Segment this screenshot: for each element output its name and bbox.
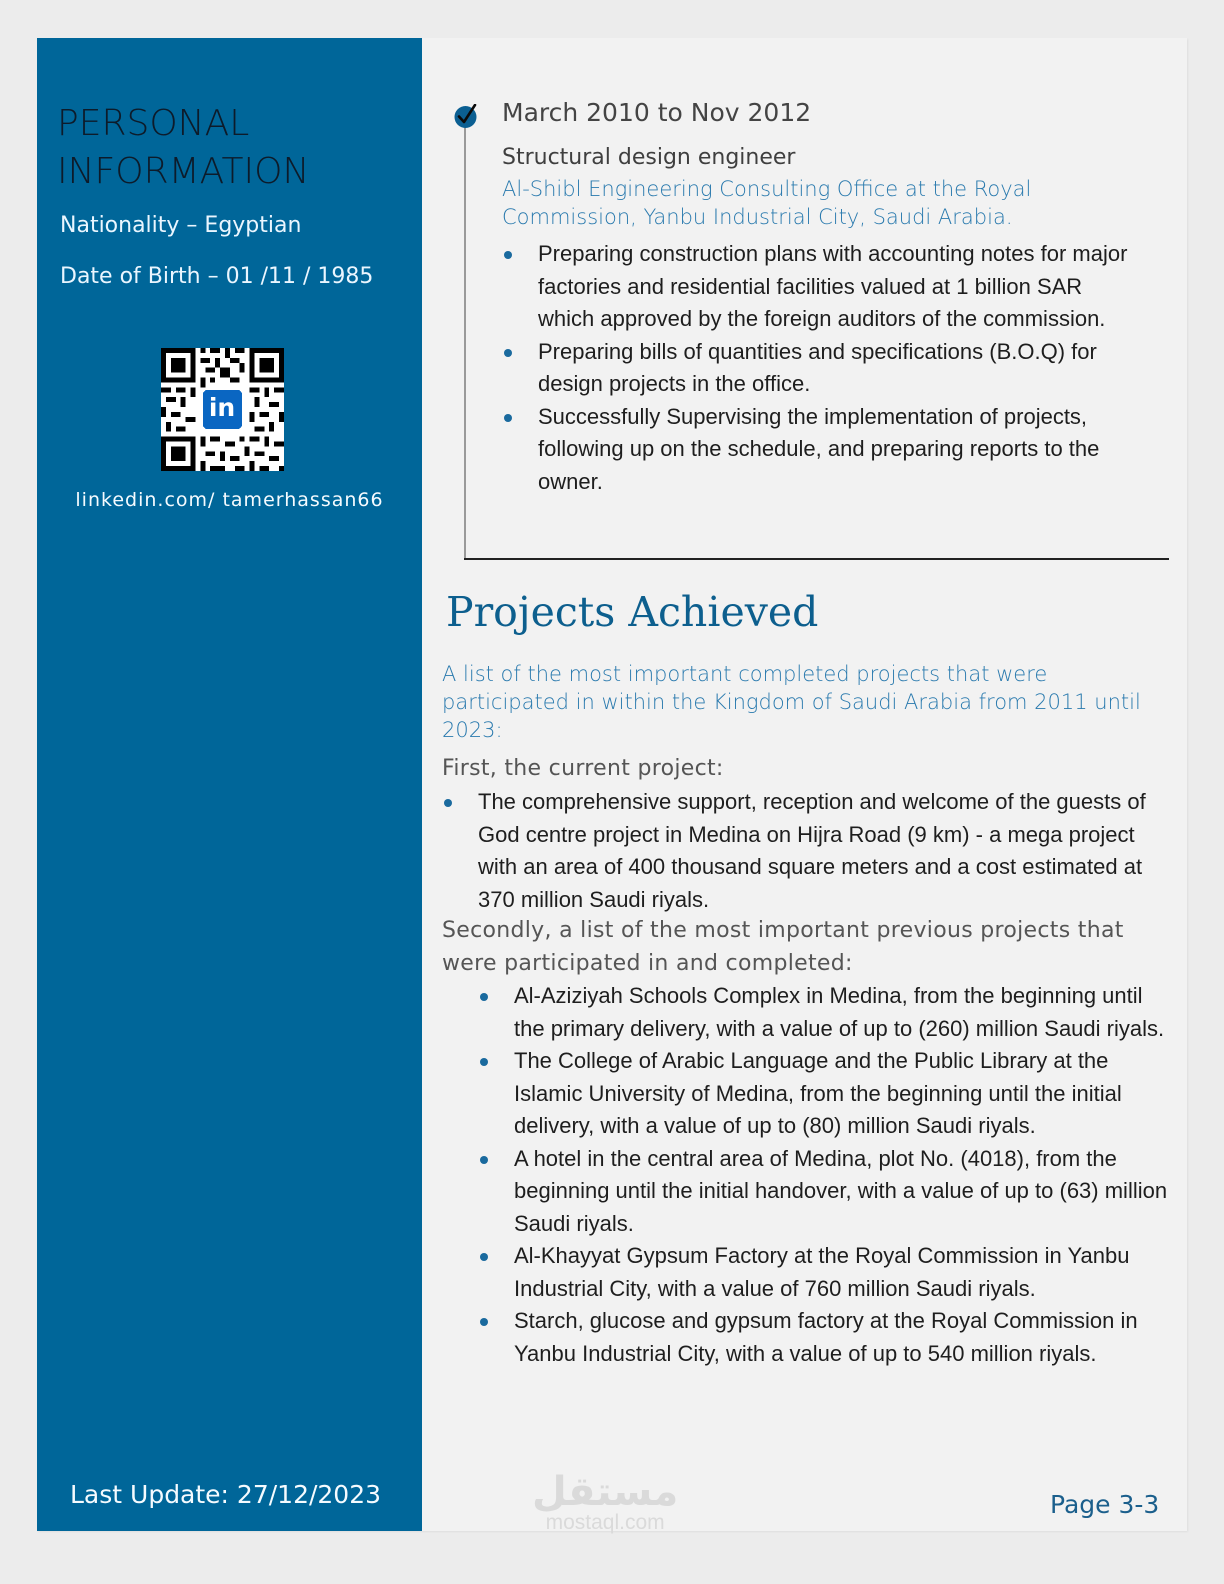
list-item: Successfully Supervising the implementation of projects, following up on the schedule, and preparing reports to the owner. <box>502 401 1142 499</box>
list-item: Preparing construction plans with accounting notes for major factories and residential facilities valued at 1 billion SAR which approved by the foreign auditors of the commission. <box>502 238 1142 336</box>
last-update: Last Update: 27/12/2023 <box>70 1480 382 1509</box>
list-item: Al-Aziziyah Schools Complex in Medina, from the beginning until the primary delivery, with a value of up to (260) million Saudi riyals. <box>478 980 1168 1045</box>
linkedin-icon: in <box>208 393 236 422</box>
previous-projects-heading: Secondly, a list of the most important previous projects that were participated in and completed: <box>442 918 1124 976</box>
job-date-range: March 2010 to Nov 2012 <box>502 98 812 127</box>
list-item: Al-Khayyat Gypsum Factory at the Royal Commission in Yanbu Industrial City, with a value of 760 million Saudi riyals. <box>478 1240 1168 1305</box>
job-responsibilities-list <box>502 238 1142 498</box>
linkedin-qr-code[interactable] <box>161 348 284 471</box>
sidebar-title-line2: INFORMATION <box>57 151 310 192</box>
list-item: The comprehensive support, reception and welcome of the guests of God centre project in Medina on Hijra Road (9 km) - a mega project with an area of 400 thousand square meters and a cost estimated at 370 million Saudi riyals. <box>442 786 1172 916</box>
personal-info-sidebar <box>37 38 422 1531</box>
list-item: A hotel in the central area of Medina, plot No. (4018), from the beginning until the initial handover, with a value of up to (63) million Saudi riyals. <box>478 1143 1168 1241</box>
job-company: Al-Shibl Engineering Consulting Office at the Royal Commission, Yanbu Industrial City, Saudi Arabia. <box>502 177 1032 229</box>
list-item: Preparing bills of quantities and specifications (B.O.Q) for design projects in the office. <box>502 336 1142 401</box>
date-of-birth: Date of Birth – 01 /11 / 1985 <box>60 264 374 289</box>
section-heading-projects: Projects Achieved <box>446 588 819 636</box>
job-title: Structural design engineer <box>502 145 796 170</box>
sidebar-title <box>57 100 309 196</box>
projects-intro: A list of the most important completed projects that were participated in within the Kingdom of Saudi Arabia from 2011 until 2023: <box>442 662 1141 742</box>
watermark-arabic: مستقل <box>532 1469 679 1515</box>
page-number: Page 3-3 <box>1050 1490 1160 1519</box>
sidebar-title-line1: PERSONAL <box>57 103 250 144</box>
timeline-line <box>464 118 466 560</box>
list-item: The College of Arabic Language and the Public Library at the Islamic University of Medina, from the beginning until the initial delivery, with a value of up to (80) million Saudi riyals. <box>478 1045 1168 1143</box>
current-project-list <box>442 786 1172 916</box>
linkedin-url-link[interactable]: linkedin.com/ tamerhassan66 <box>75 489 384 511</box>
nationality: Nationality – Egyptian <box>60 213 302 238</box>
current-project-heading: First, the current project: <box>442 756 724 781</box>
mostaql-watermark <box>532 1469 679 1534</box>
list-item: Starch, glucose and gypsum factory at the Royal Commission in Yanbu Industrial City, with a value of up to 540 million riyals. <box>478 1305 1168 1370</box>
checkmark-circle-icon <box>454 104 478 128</box>
watermark-url: mostaql.com <box>545 1511 665 1534</box>
previous-projects-list <box>478 980 1168 1370</box>
section-divider <box>464 558 1169 560</box>
